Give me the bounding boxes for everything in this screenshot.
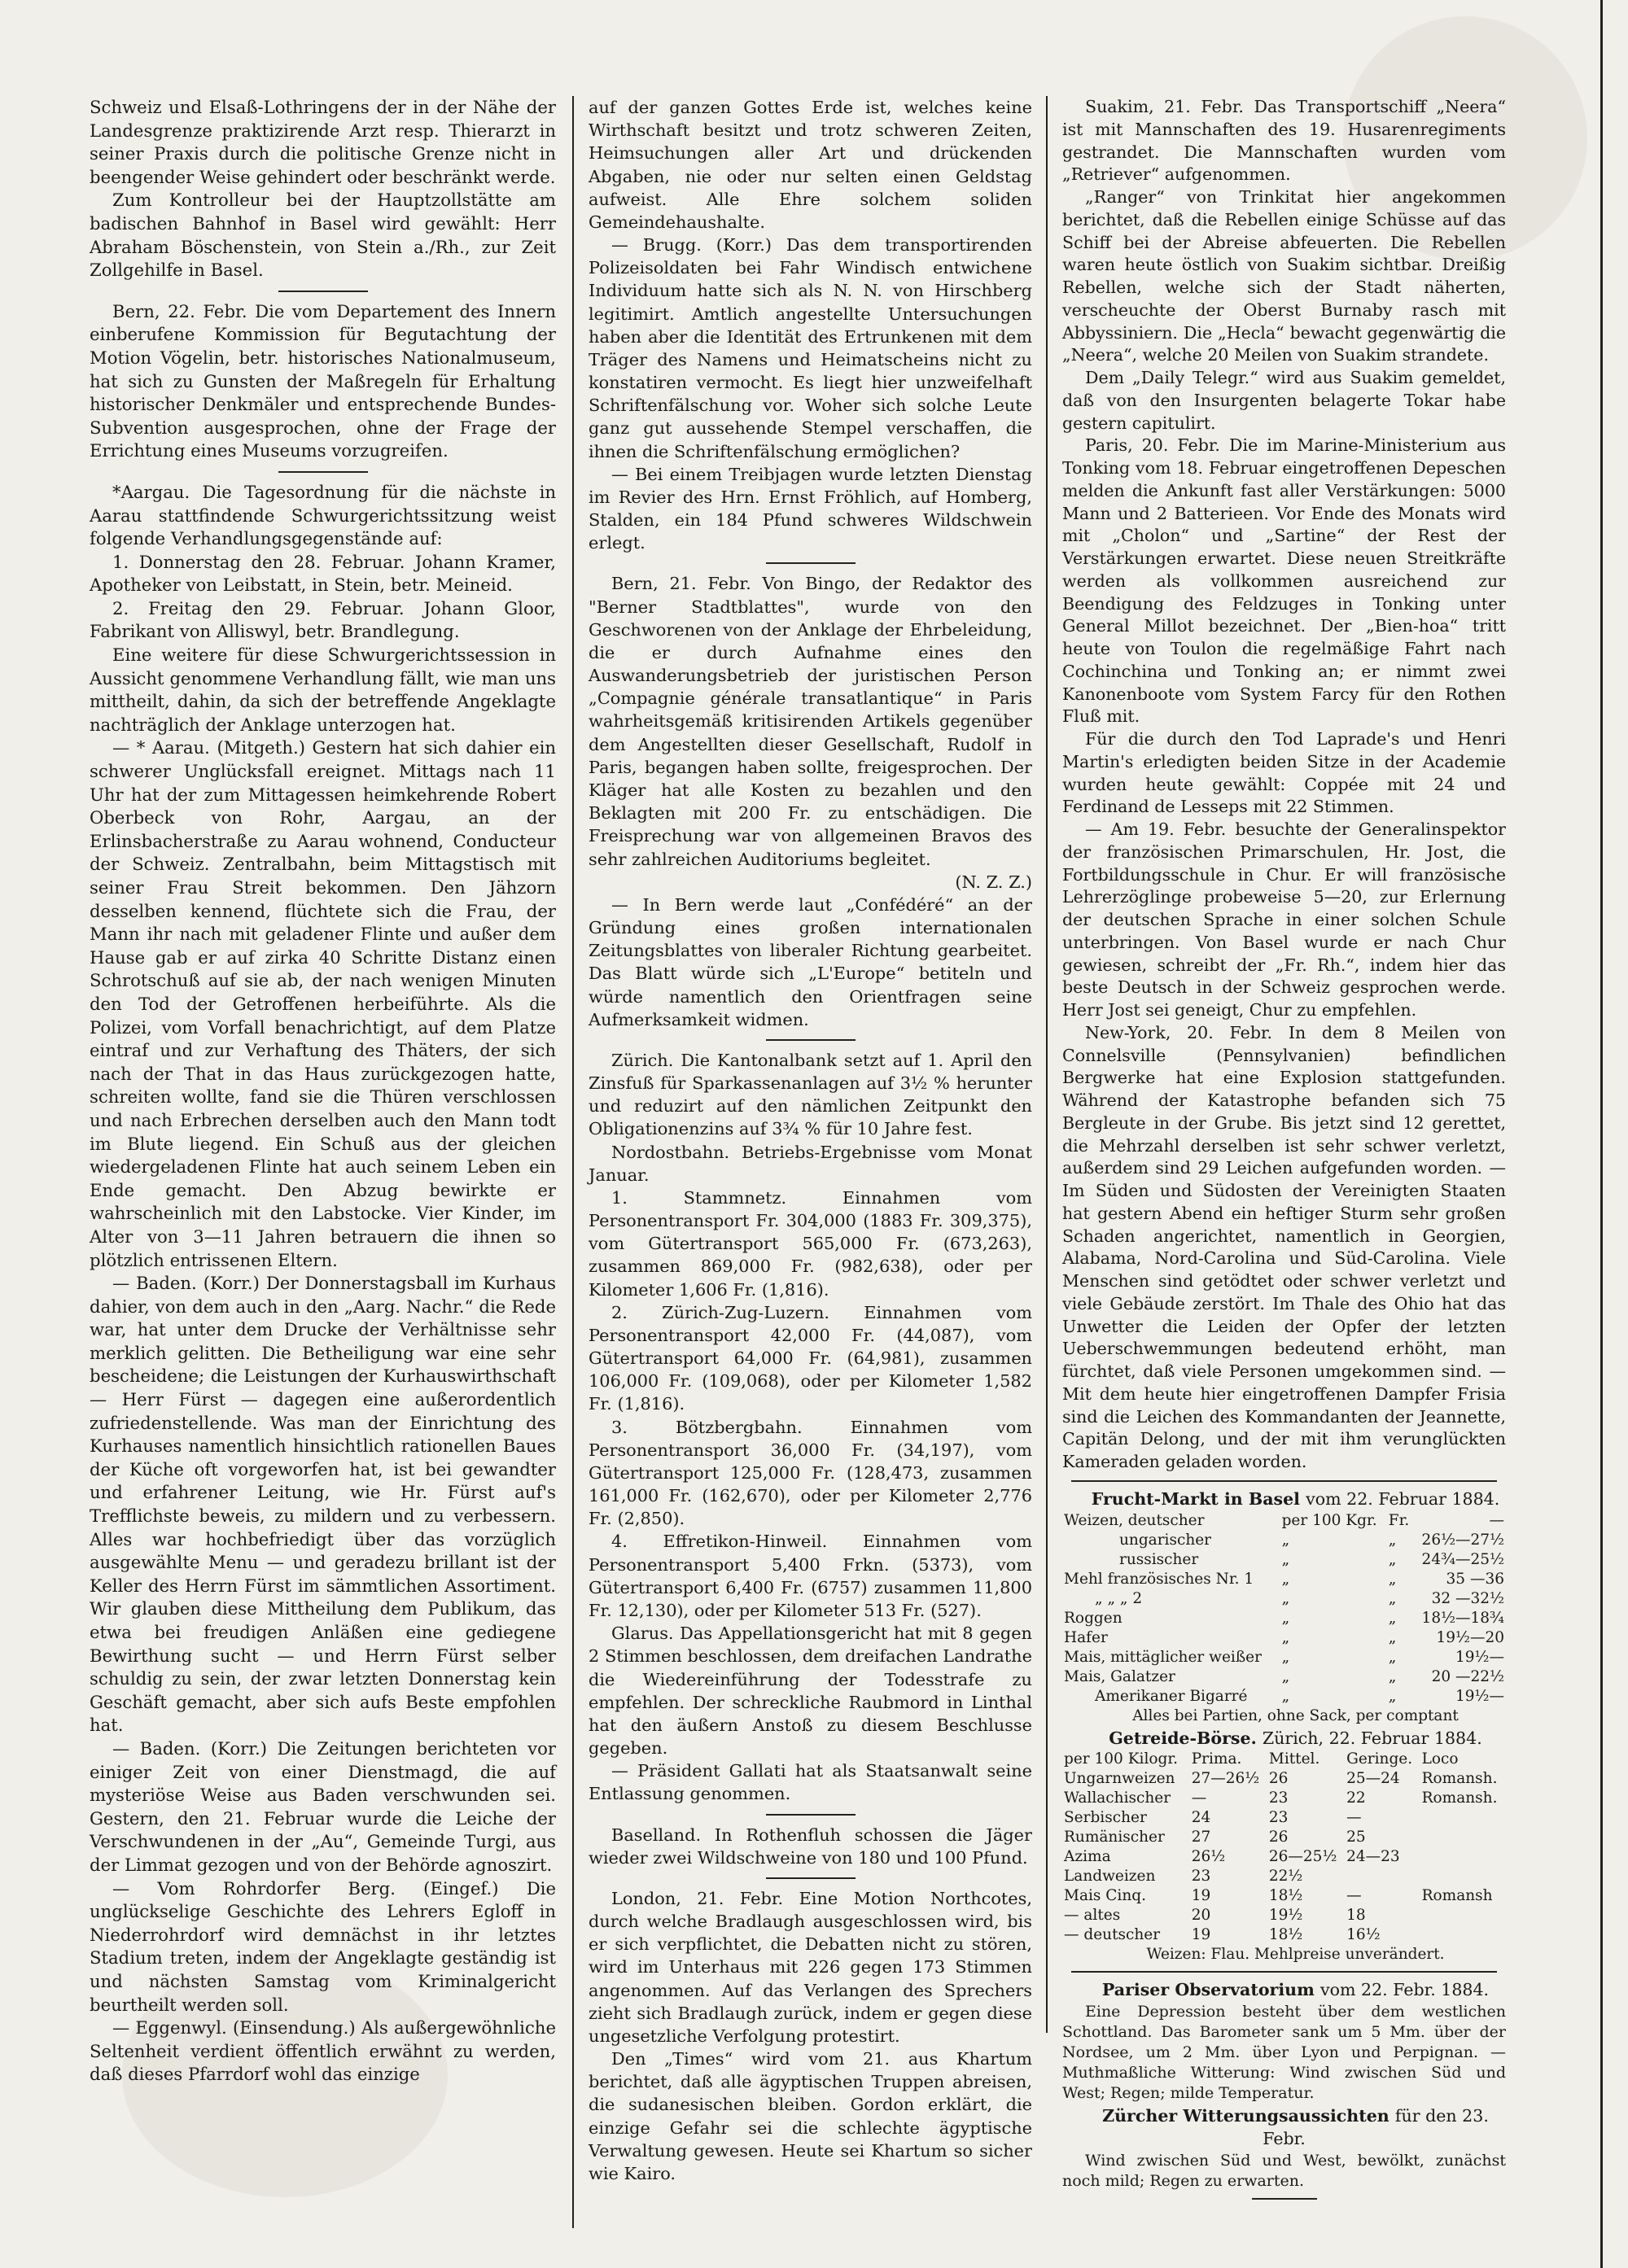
weather-paris-date: vom 22. Febr. 1884. [1320, 1980, 1490, 2000]
article-paragraph: 1. Stammnetz. Einnahmen vom Personentransport Fr. 304,000 (1883 Fr. 309,375), vom Gütertransport 565,000 Fr. (673,263), zusammen 869,000 Fr. (982,638), oder per Kilometer 1,606 Fr. (1,816). [589, 1187, 1032, 1300]
commodity: Roggen [1064, 1609, 1123, 1627]
cell: Wallachischer [1064, 1789, 1171, 1807]
price: 32 —32½ [1431, 1589, 1504, 1607]
market-basel-note: Alles bei Partien, ohne Sack, per comptant [1132, 1706, 1459, 1724]
cell: 26—25½ [1268, 1848, 1337, 1866]
column-rule-2 [1046, 96, 1048, 2033]
table-row [1062, 1628, 1506, 1648]
article-paragraph: Paris, 20. Febr. Die im Marine-Ministerium aus Tonking vom 18. Februar eingetroffenen Depeschen melden die Ankunft fast aller Verstärkungen: 5000 Mann und 2 Batterieen. Vor Ende des Monats wird mit „Cholon“ und „Sartine“ der Rest der Verstärkungen erwartet. Diese neuen Streitkräfte werden als vollkommen ausreichend zur Beendigung des Feldzuges in Tonking unter General Millot bezeichnet. Der „Bien-hoa“ tritt heute von Toulon die regelmäßige Fahrt nach Cochinchina und Tonking an; er nimmt zwei Kanonenboote vom System Farcy für den Rothen Fluß mit. [1062, 435, 1506, 727]
price: 19½— [1455, 1687, 1504, 1705]
table-header-row [1062, 1750, 1506, 1769]
cell: 27 [1191, 1829, 1211, 1846]
weather-zurich-title: Zürcher Witterungsaussichten [1102, 2106, 1389, 2126]
currency: „ [1388, 1531, 1397, 1549]
separator [278, 291, 368, 292]
table-row [1062, 1609, 1506, 1628]
commodity: Mais, Galatzer [1064, 1667, 1175, 1685]
article-paragraph: — Brugg. (Korr.) Das dem transportirenden Polizeisoldaten bei Fahr Windisch entwichene Individuum hatte sich als N. N. von Hirschberg legitimirt. Amtlich angestellte Untersuchungen haben aber die Identität des Ertrunkenen mit dem Träger des Namens und Heimatscheins nicht zu konstatiren vermocht. Es liegt hier unzweifelhaft Schriftenfälschung vor. Woher sich solche Leute ganz gut aussehende Stempel verschaffen, die ihnen die Schriftenfälschung ermöglichen? [589, 235, 1032, 461]
article-paragraph: Schweiz und Elsaß-Lothringens der in der Nähe der Landesgrenze praktizirende Arzt resp. Thierarzt in seiner Praxis durch die politische Grenze nicht in beengender Weise gehindert oder beschränkt werde. [90, 97, 556, 187]
price: 19½— [1455, 1648, 1504, 1666]
unit: „ [1281, 1648, 1290, 1666]
market-zurich-note: Weizen: Flau. Mehlpreise unverändert. [1146, 1946, 1445, 1964]
article-paragraph: — * Aarau. (Mitgeth.) Gestern hat sich dahier ein schwerer Unglücksfall ereignet. Mittags nach 11 Uhr hat der zum Mittagessen heimkehrende Robert Oberbeck von Rohr, Aargau, an der Erlinsbacherstraße zu Aarau wohnend, Conducteur der Schweiz. Zentralbahn, beim Mittagstisch mit seiner Frau Streit bekommen. Den Jähzorn desselben kennend, flüchtete sich die Frau, der Mann ihr nach mit geladener Flinte und außer dem Hause gab er auf zirka 40 Schritte Distanz einen Schrotschuß auf sie ab, der nach wenigen Minuten den Tod der Getroffenen herbeiführte. Als die Polizei, vom Vorfall benachrichtigt, auf dem Platze eintraf und zur Verhaftung des Thäters, der sich nach der That in das Haus zurückgezogen hatte, schreiten wollte, fand sie die Thüren verschlossen und nach Erbrechen derselben auch den Mann todt im Blute liegend. Ein Schuß aus der gleichen wiedergeladenen Flinte hat auch seinem Leben ein Ende gemacht. Den Abzug bewirkte er wahrscheinlich mit den Labstocke. Vier Kinder, im Alter von 3—11 Jahren betrauern die ihnen so plötzlich entrissenen Eltern. [90, 737, 556, 1270]
column-1 [90, 96, 556, 2087]
table-row [1062, 1648, 1506, 1667]
unit: „ [1281, 1628, 1290, 1646]
cell: 26½ [1191, 1848, 1226, 1866]
unit: „ [1281, 1589, 1290, 1607]
price: 20 —22½ [1431, 1667, 1504, 1685]
currency: „ [1388, 1667, 1397, 1685]
cell: Romansh [1421, 1887, 1493, 1905]
article-paragraph: *Aargau. Die Tagesordnung für die nächste in Aarau stattfindende Schwurgerichtssitzung weist folgende Verhandlungsgegenstände auf: [90, 481, 556, 549]
table-row [1062, 1925, 1506, 1945]
currency: Fr. [1388, 1511, 1410, 1529]
cell [1420, 1847, 1506, 1867]
article-paragraph: Glarus. Das Appellationsgericht hat mit 8 gegen 2 Stimmen beschlossen, dem dreifachen Landrathe die Wiedereinführung der Todesstrafe zu empfehlen. Der schreckliche Raubmord in Linthal hat den äußern Anstoß zu diesem Beschlusse gegeben. [589, 1623, 1032, 1759]
unit: „ [1281, 1570, 1290, 1588]
cell: — [1191, 1789, 1207, 1807]
market-basel-heading [1062, 1488, 1506, 1511]
separator [1252, 2198, 1317, 2200]
currency: „ [1388, 1589, 1397, 1607]
cell: 26 [1268, 1829, 1289, 1846]
table-row [1062, 1550, 1506, 1570]
weather-zurich-text: Wind zwischen Süd und West, bewölkt, zunächst noch mild; Regen zu erwarten. [1062, 2151, 1506, 2190]
column-header: Geringe. [1346, 1750, 1413, 1768]
article-paragraph: Nordostbahn. Betriebs-Ergebnisse vom Monat Januar. [589, 1142, 1032, 1185]
weather-paris-title: Pariser Observatorium [1101, 1980, 1315, 2000]
currency: „ [1388, 1648, 1397, 1666]
article-paragraph: „Ranger“ von Trinkitat hier angekommen berichtet, daß die Rebellen einige Schüsse auf das Schiff bei der Abreise abfeuerten. Die Rebellen waren heute östlich von Suakim sichtbar. Dreißig Rebellen, welche sich der Stadt näherten, verscheuchte der Oberst Burnaby rasch mit Abbyssiniern. Die „Hecla“ bewacht gegenwärtig die „Neera“, welche 20 Meilen von Suakim strandete. [1062, 187, 1506, 365]
article-paragraph: — In Bern werde laut „Confédéré“ an der Gründung eines großen internationalen Zeitungsblattes von liberaler Richtung gearbeitet. Das Blatt würde sich „L'Europe“ betiteln und würde namentlich den Orientfragen seine Aufmerksamkeit widmen. [589, 894, 1032, 1029]
cell: 23 [1191, 1868, 1211, 1886]
article-paragraph: Bern, 22. Febr. Die vom Departement des Innern einberufene Kommission für Begutachtung der Motion Vögelin, betr. historisches Nationalmuseum, hat sich zu Gunsten der Maßregeln für Erhaltung historischer Denkmäler und entsprechende Bundes-Subvention ausgesprochen, ohne der Frage der Errichtung eines Museums vorzugreifen. [90, 300, 556, 461]
article-paragraph: Für die durch den Tod Laprade's und Henri Martin's erledigten beiden Sitze in der Academie wurden heute gewählt: Coppée mit 24 und Ferdinand de Lesseps mit 22 Stimmen. [1062, 729, 1506, 817]
commodity: Weizen, deutscher [1064, 1511, 1205, 1529]
article-paragraph: auf der ganzen Gottes Erde ist, welches keine Wirthschaft besitzt und trotz schweren Zeiten, Heimsuchungen aller Art und drückenden Abgaben, nie oder nur selten einen Geldstag aufweist. Alle Ehre solchem soliden Gemeindehaushalte. [589, 98, 1032, 232]
article-paragraph: Suakim, 21. Febr. Das Transportschiff „Neera“ ist mit Mannschaften des 19. Husarenregiments gestrandet. Die Mannschaften wurden vom „Retriever“ aufgenommen. [1062, 97, 1506, 185]
article-paragraph: Dem „Daily Telegr.“ wird aus Suakim gemeldet, daß von den Insurgenten belagerte Tokar habe gestern capitulirt. [1062, 368, 1506, 433]
table-row [1062, 1531, 1506, 1550]
cell: 19½ [1268, 1907, 1303, 1925]
cell: 24 [1191, 1809, 1211, 1827]
cell: 18½ [1268, 1926, 1303, 1944]
unit: „ [1281, 1609, 1290, 1627]
separator [766, 1877, 856, 1879]
market-zurich-heading [1062, 1728, 1506, 1750]
unit: „ [1281, 1531, 1290, 1549]
article-paragraph: 2. Freitag den 29. Februar. Johann Gloor, Fabrikant von Alliswyl, betr. Brandlegung. [90, 597, 556, 642]
cell: — [1346, 1809, 1362, 1827]
table-row [1062, 1886, 1506, 1906]
unit: per 100 Kgr. [1281, 1511, 1377, 1529]
cell: 22½ [1268, 1868, 1303, 1886]
cell: 23 [1268, 1789, 1289, 1807]
cell [1420, 1867, 1506, 1886]
cell: 26 [1268, 1770, 1289, 1788]
unit: „ [1281, 1687, 1290, 1705]
commodity: russischer [1119, 1550, 1199, 1568]
commodity: ungarischer [1119, 1531, 1212, 1549]
cell: Mais Cinq. [1064, 1887, 1146, 1905]
market-basel-title: Frucht-Markt in Basel [1091, 1488, 1300, 1509]
cell [1420, 1925, 1506, 1945]
currency: „ [1388, 1609, 1397, 1627]
price: 35 —36 [1446, 1570, 1504, 1588]
table-row [1062, 1570, 1506, 1589]
cell: Landweizen [1064, 1868, 1156, 1886]
column-rule-1 [572, 96, 574, 2228]
article-paragraph: Eine weitere für diese Schwurgerichtssession in Aussicht genommene Verhandlung fällt, wie man uns mittheilt, dahin, da sich der betreffende Angeklagte nachträglich der Anklage unterzogen hat. [90, 645, 556, 735]
commodity: Amerikaner Bigarré [1095, 1687, 1248, 1705]
table-row [1062, 1847, 1506, 1867]
table-row [1062, 1589, 1506, 1609]
cell: Rumänischer [1064, 1829, 1165, 1846]
cell: Ungarnweizen [1064, 1770, 1175, 1788]
separator [766, 562, 856, 564]
cell: 16½ [1346, 1926, 1381, 1944]
cell: 19 [1191, 1887, 1211, 1905]
table-row [1062, 1667, 1506, 1687]
market-zurich-table [1062, 1750, 1506, 1945]
market-basel-date: vom 22. Februar 1884. [1306, 1488, 1500, 1509]
cell: 19 [1191, 1926, 1211, 1944]
cell: 27—26½ [1191, 1770, 1260, 1788]
table-row [1062, 1906, 1506, 1925]
currency: „ [1388, 1687, 1397, 1705]
cell: 22 [1346, 1789, 1366, 1807]
cell [1420, 1828, 1506, 1847]
commodity: Hafer [1064, 1628, 1108, 1646]
article-paragraph: 3. Bötzbergbahn. Einnahmen vom Personentransport 36,000 Fr. (34,197), vom Gütertransport 125,000 Fr. (128,473, zusammen 161,000 Fr. (162,670), oder per Kilometer 2,776 Fr. (2,850). [589, 1417, 1032, 1529]
page-edge-rule [1600, 0, 1603, 2268]
unit: „ [1281, 1550, 1290, 1568]
table-row [1062, 1808, 1506, 1828]
unit: „ [1281, 1667, 1290, 1685]
column-header: Loco [1421, 1750, 1459, 1768]
market-zurich-title: Getreide-Börse. [1109, 1728, 1257, 1748]
column-3 [1062, 96, 1506, 2206]
article-paragraph: — Eggenwyl. (Einsendung.) Als außergewöhnliche Seltenheit verdient öffentlich erwähnt zu werden, daß dieses Pfarrdorf wohl das einzige [90, 2017, 556, 2085]
article-paragraph: Zürich. Die Kantonalbank setzt auf 1. April den Zinsfuß für Sparkassenanlagen auf 3½ % herunter und reduzirt auf den nämlichen Zeitpunkt den Obligationenzins auf 3¾ % für 10 Jahre fest. [589, 1050, 1032, 1139]
market-zurich-date: Zürich, 22. Februar 1884. [1262, 1728, 1482, 1748]
separator [278, 471, 368, 473]
article-paragraph: Zum Kontrolleur bei der Hauptzollstätte am badischen Bahnhof in Basel wird gewählt: Herr Abraham Böschenstein, von Stein a./Rh., zur Zeit Zollgehilfe in Basel. [90, 190, 556, 281]
cell: 18 [1346, 1907, 1366, 1925]
cell [1345, 1867, 1420, 1886]
separator [1071, 1480, 1497, 1482]
table-row [1062, 1769, 1506, 1789]
cell: Azima [1064, 1848, 1111, 1866]
article-paragraph: — Baden. (Korr.) Der Donnerstagsball im Kurhaus dahier, von dem auch in den „Aarg. Nachr.“ die Rede war, hat unter dem Drucke der Verhältnisse sehr merklich gelitten. Die Betheiligung war eine sehr bescheidene; die Leistungen der Kurhauswirthschaft — Herr Fürst — dagegen eine außerordentlich zufriedenstellende. Was man der Einrichtung des Kurhauses namentlich hinsichtlich rationellen Baues der Küche oft vorgeworfen hat, ist bei gewandter und erfahrener Leitung, wie Hr. Fürst auf's Trefflichste beweis, zu mildern und zu verbessern. Alles war hochbefriedigt über das vorzüglich ausgewählte Menu — und geradezu brillant ist der Keller des Herrn Fürst im sämmtlichen Assortiment. Wir glauben diese Mittheilung dem Publikum, das etwa bei freudigen Anläßen eine gediegene Bewirthung sucht — und Herrn Fürst selber schuldig zu sein, der zwar letzten Donnerstag kein Geschäft gemacht, aber sich aufs Beste empfohlen hat. [90, 1273, 556, 1736]
article-paragraph: — Bei einem Treibjagen wurde letzten Dienstag im Revier des Hrn. Ernst Fröhlich, auf Homberg, Stalden, ein 184 Pfund schweres Wildschwein erlegt. [589, 464, 1032, 553]
price: 24¾—25½ [1421, 1550, 1504, 1568]
source-attribution: (N. Z. Z.) [955, 872, 1032, 892]
table-row [1062, 1828, 1506, 1847]
article-paragraph: 2. Zürich-Zug-Luzern. Einnahmen vom Personentransport 42,000 Fr. (44,087), vom Gütertransport 64,000 Fr. (64,981), zusammen 106,000 Fr. (109,068), oder per Kilometer 1,582 Fr. (1,816). [589, 1302, 1032, 1414]
cell: 25—24 [1346, 1770, 1400, 1788]
column-header: Prima. [1191, 1750, 1242, 1768]
price: 18½—18¾ [1421, 1609, 1504, 1627]
price: 26½—27½ [1421, 1531, 1504, 1549]
article-paragraph: — Präsident Gallati hat als Staatsanwalt seine Entlassung genommen. [589, 1761, 1032, 1804]
separator [766, 1039, 856, 1041]
currency: „ [1388, 1570, 1397, 1588]
cell: Romansh. [1421, 1770, 1498, 1788]
article-paragraph: 4. Effretikon-Hinweil. Einnahmen vom Personentransport 5,400 Frkn. (5373), vom Gütertransport 6,400 Fr. (6757) zusammen 11,800 Fr. 12,130), oder per Kilometer 513 Fr. (527). [589, 1532, 1032, 1620]
currency: „ [1388, 1628, 1397, 1646]
cell: 20 [1191, 1907, 1211, 1925]
cell: Serbischer [1064, 1809, 1147, 1827]
commodity: Mehl französisches Nr. 1 [1064, 1570, 1254, 1588]
cell: — altes [1064, 1907, 1121, 1925]
column-2 [589, 96, 1032, 2185]
cell: — [1346, 1887, 1362, 1905]
table-row [1062, 1511, 1506, 1531]
weather-paris-heading [1062, 1979, 1506, 2002]
cell [1420, 1808, 1506, 1828]
article-paragraph: 1. Donnerstag den 28. Februar. Johann Kramer, Apotheker von Leibstatt, in Stein, betr. Meineid. [90, 551, 556, 596]
article-paragraph: New-York, 20. Febr. In dem 8 Meilen von Connelsville (Pennsylvanien) befindlichen Bergwerke hat eine Explosion stattgefunden. Während der Katastrophe befanden sich 75 Bergleute in der Grube. Bis jetzt sind 12 gerettet, die Mehrzahl derselben ist sehr schwer verletzt, außerdem sind 29 Leichen aufgefunden worden. — Im Süden und Südosten der Vereinigten Staaten hat gestern Abend ein heftiger Sturm sehr großen Schaden angerichtet, namentlich in Georgien, Alabama, Nord-Carolina und Süd-Carolina. Viele Menschen sind getödtet oder schwer verletzt und viele Gebäude zerstört. Im Thale des Ohio hat das Unwetter die Leiden der Opfer der letzten Ueberschwemmungen bedeutend erhöht, man fürchtet, daß viele Personen umgekommen sind. — Mit dem heute hier eingetroffenen Dampfer Frisia sind die Leichen des Kommandanten der Jeannette, Capitän Delong, und der mit ihm verunglückten Kameraden geladen worden. [1062, 1022, 1506, 1471]
price: — [1489, 1511, 1504, 1529]
market-basel-table [1062, 1511, 1506, 1706]
weather-zurich-date: für den 23. Febr. [1263, 2106, 1489, 2148]
separator [766, 1814, 856, 1816]
table-row [1062, 1867, 1506, 1886]
column-header: Mittel. [1268, 1750, 1320, 1768]
table-row [1062, 1789, 1506, 1808]
article-paragraph: Baselland. In Rothenfluh schossen die Jäger wieder zwei Wildschweine von 180 und 100 Pfund. [589, 1824, 1032, 1868]
table-row [1062, 1687, 1506, 1706]
cell: 18½ [1268, 1887, 1303, 1905]
cell: 23 [1268, 1809, 1289, 1827]
article-paragraph: — Am 19. Febr. besuchte der Generalinspektor der französischen Primarschulen, Hr. Jost, die Fortbildungsschule in Chur. Er will französische Lehrerzöglinge probeweise 5—20, zur Erlernung der deutschen Sprache in einer solchen Schule unterbringen. Von Basel wurde er nach Chur gewiesen, schreibt der „Fr. Rh.“, indem hier das beste Deutsch in der Schweiz gesprochen werde. Herr Jost sei geneigt, Chur zu empfehlen. [1062, 819, 1506, 1020]
article-paragraph: — Baden. (Korr.) Die Zeitungen berichteten vor einiger Zeit von einer Dienstmagd, die auf mysteriöse Weise aus Baden verschwunden sei. Gestern, den 21. Februar wurde die Leiche der Verschwundenen in der „Au“, Gemeinde Turgi, aus der Limmat gezogen und von der Behörde agnoszirt. [90, 1737, 556, 1875]
cell [1420, 1906, 1506, 1925]
separator [1071, 1971, 1497, 1973]
article-paragraph: — Vom Rohrdorfer Berg. (Eingef.) Die unglückselige Geschichte des Lehrers Egloff in Niederrohrdorf wird demnächst in ihr letztes Stadium treten, indem der Angeklagte geständig ist und nächsten Samstag vom Kriminalgericht beurtheilt werden soll. [90, 1877, 556, 2015]
commodity: „ „ „ 2 [1095, 1589, 1143, 1607]
cell: — deutscher [1064, 1926, 1161, 1944]
cell: 24—23 [1346, 1848, 1400, 1866]
cell: 25 [1346, 1829, 1366, 1846]
currency: „ [1388, 1550, 1397, 1568]
article-paragraph: London, 21. Febr. Eine Motion Northcotes, durch welche Bradlaugh ausgeschlossen wird, bis er sich verpflichtet, die Debatten nicht zu stören, wird im Unterhaus mit 226 gegen 173 Stimmen angenommen. Auf das Verlangen des Sprechers zieht sich Bradlaugh zurück, indem er gegen diese ungesetzliche Verfolgung protestirt. [589, 1888, 1032, 2046]
cell: Romansh. [1421, 1789, 1498, 1807]
weather-paris-text: Eine Depression besteht über dem westlichen Schottland. Das Barometer sank um 5 Mm. über der Nordsee, um 2 Mm. über Lyon und Perpignan. — Muthmaßliche Witterung: Wind zwischen Süd und West; Regen; milde Temperatur. [1062, 2003, 1506, 2102]
column-header: per 100 Kilogr. [1064, 1750, 1179, 1768]
weather-zurich-heading [1062, 2105, 1506, 2151]
commodity: Mais, mittäglicher weißer [1064, 1648, 1262, 1666]
article-paragraph: Den „Times“ wird vom 21. aus Khartum berichtet, daß alle ägyptischen Truppen abreisen, die sudanesischen bleiben. Gordon erklärt, die einzige Gefahr sei die schlechte ägyptische Verwaltung gewesen. Heute sei Khartum so sicher wie Kairo. [589, 2049, 1032, 2183]
article-paragraph: Bern, 21. Febr. Von Bingo, der Redaktor des "Berner Stadtblattes", wurde von den Geschworenen von der Anklage der Ehrbeleidung, die er durch Aufnahme eines den Auswanderungsbetrieb der juristischen Person „Compagnie générale transatlantique“ in Paris wahrheitsgemäß kritisirenden Artikels gegenüber dem Angestellten dieser Gesellschaft, Rudolf in Paris, begangen haben sollte, freigesprochen. Der Kläger hat alle Kosten zu bezahlen und den Beklagten mit 200 Fr. zu entschädigen. Die Freisprechung war von allgemeinen Bravos des sehr zahlreichen Auditoriums begleitet. [589, 574, 1032, 869]
price: 19½—20 [1436, 1628, 1504, 1646]
